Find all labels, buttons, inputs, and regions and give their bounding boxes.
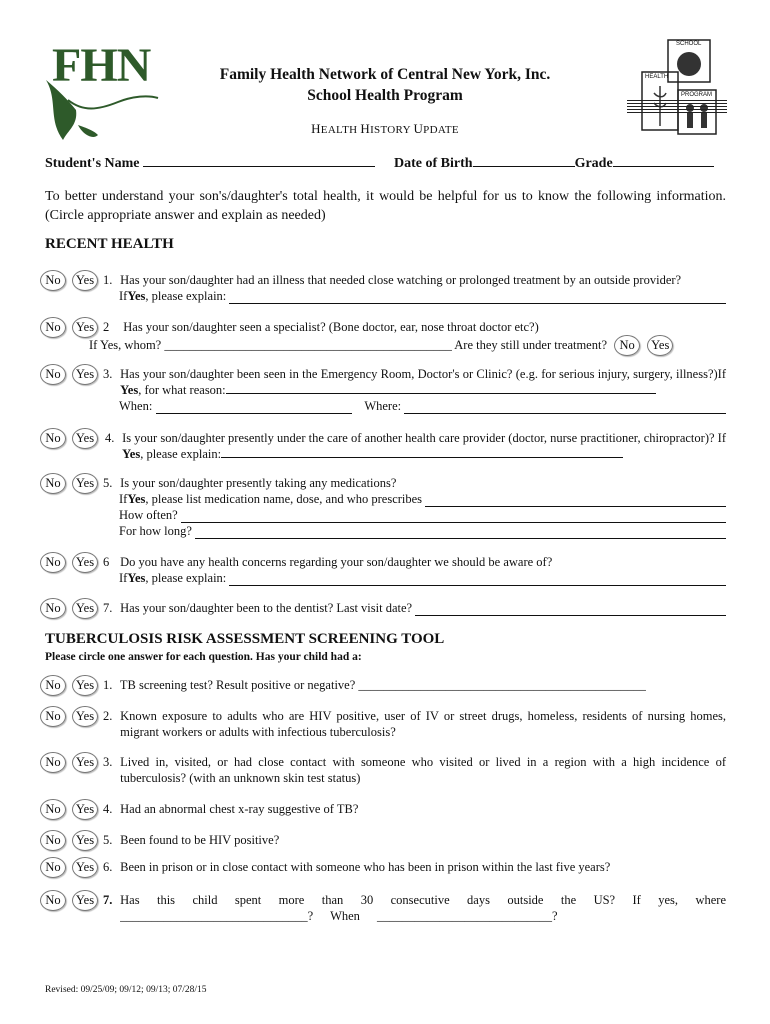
logo-text: FHN — [52, 39, 151, 92]
how-often-field[interactable] — [181, 510, 726, 523]
question-text: TB screening test? Result positive or negative? ______________________________________________ — [119, 678, 646, 692]
recent-q4: No Yes 4. Is your son/daughter presently under the care of another health care provider (doctor, nurse practitioner, chiropractor)? If Yes, please explain: — [45, 430, 726, 464]
no-option[interactable]: No — [40, 752, 66, 773]
no-option[interactable]: No — [40, 364, 66, 385]
question-text: Been found to be HIV positive? — [120, 833, 280, 847]
recent-q7: No Yes 7. Has your son/daughter been to the dentist? Last visit date? — [45, 600, 726, 618]
yes-option[interactable]: Yes — [72, 799, 98, 820]
yes-option[interactable]: Yes — [72, 428, 98, 449]
question-text: Known exposure to adults who are HIV positive, user of IV or street drugs, homeless, residents of nursing homes, migrant workers or adults with infectious tuberculosis? — [120, 709, 726, 739]
question-text: Has your son/daughter seen a specialist? (Bone doctor, ear, nose throat doctor etc?) — [123, 320, 539, 334]
organization-name: Family Health Network of Central New York, Inc. — [219, 66, 551, 83]
seal-rule-lines — [627, 100, 727, 115]
question-text: Been in prison or in close contact with someone who has been in prison within the last five years? — [120, 860, 611, 874]
question-text: Is your son/daughter presently under the care of another health care provider (doctor, nurse practitioner, chiropractor)? If — [122, 431, 726, 445]
yes-option[interactable]: Yes — [72, 552, 98, 573]
question-text: Has your son/daughter been to the dentist? Last visit date? — [120, 601, 413, 615]
tb-q2: No Yes 2. Known exposure to adults who are HIV positive, user of IV or street drugs, homeless, residents of nursing homes, migrant workers or adults with infectious tuberculosis? — [45, 708, 726, 742]
tb-title: TUBERCULOSIS RISK ASSESSMENT SCREENING TOOL — [45, 631, 445, 647]
where-field[interactable] — [404, 401, 726, 414]
question-text: Had an abnormal chest x-ray suggestive of TB? — [120, 802, 359, 816]
no-option[interactable]: No — [40, 857, 66, 878]
seal-label-health: HEALTH — [645, 74, 669, 80]
recent-q1: No Yes 1. Has your son/daughter had an illness that needed close watching or prolonged treatment by an outside provider? If Yes , please explain: — [45, 272, 726, 306]
explain-field[interactable] — [221, 447, 623, 458]
yes-option[interactable]: Yes — [72, 675, 98, 696]
question-text: Is your son/daughter presently taking any medications? — [120, 476, 397, 490]
seal-label-school: SCHOOL — [676, 41, 702, 47]
no-option[interactable]: No — [40, 830, 66, 851]
recent-health-title: RECENT HEALTH — [45, 236, 174, 252]
question-text: Has your son/daughter had an illness that needed close watching or prolonged treatment by an outside provider? — [120, 273, 682, 287]
under-treatment-no-option[interactable]: No — [614, 335, 640, 356]
seal-label-program: PROGRAM — [681, 92, 713, 98]
medication-field[interactable] — [425, 494, 726, 507]
recent-q5: No Yes 5. Is your son/daughter presently taking any medications? If Yes , please list medication name, dose, and who prescribes How often? For how long? — [45, 475, 726, 539]
no-option[interactable]: No — [40, 317, 66, 338]
student-info-row — [45, 154, 725, 172]
dob-label: Date of Birth — [394, 156, 473, 171]
yes-option[interactable]: Yes — [72, 270, 98, 291]
grade-label: Grade — [574, 156, 613, 171]
no-option[interactable]: No — [40, 598, 66, 619]
intro-text: To better understand your son's/daughter's total health, it would be helpful for us to know the following information. (Circle appropriate answer and explain as needed) — [45, 189, 726, 223]
tb-q6: No Yes 6. Been in prison or in close contact with someone who has been in prison within the last five years? — [45, 859, 726, 877]
recent-q6: No Yes 6 Do you have any health concerns regarding your son/daughter we should be aware of? If Yes , please explain: — [45, 554, 726, 588]
yes-option[interactable]: Yes — [72, 317, 98, 338]
no-option[interactable]: No — [40, 552, 66, 573]
dentist-date-field[interactable] — [415, 603, 726, 616]
whom-line: If Yes, whom? ______________________________________________ Are they still under treatment? — [89, 338, 608, 352]
under-treatment-yes-option[interactable]: Yes — [647, 335, 673, 356]
explain-field[interactable] — [229, 291, 726, 304]
question-text: Do you have any health concerns regarding your son/daughter we should be aware of? — [120, 555, 553, 569]
tb-q1: No Yes 1. TB screening test? Result positive or negative? ______________________________________________ — [45, 677, 726, 695]
yes-option[interactable]: Yes — [72, 890, 98, 911]
no-option[interactable]: No — [40, 890, 66, 911]
no-option[interactable]: No — [40, 473, 66, 494]
yes-option[interactable]: Yes — [72, 706, 98, 727]
how-long-field[interactable] — [195, 526, 726, 539]
tb-q7: No Yes 7. Has this child spent more than 30 consecutive days outside the US? If yes, where ______________________________? When ____________________________? — [45, 892, 726, 926]
yes-option[interactable]: Yes — [72, 473, 98, 494]
no-option[interactable]: No — [40, 428, 66, 449]
tb-q5: No Yes 5. Been found to be HIV positive? — [45, 832, 726, 850]
tb-subtitle: Please circle one answer for each question. Has your child had a: — [45, 651, 362, 663]
tb-q3: No Yes 3. Lived in, visited, or had close contact with someone who visited or lived in a region with a high incidence of tuberculosis? (with an unknown skin test status) — [45, 754, 726, 788]
when-field[interactable] — [156, 401, 352, 414]
student-name-field[interactable] — [143, 154, 375, 167]
no-option[interactable]: No — [40, 799, 66, 820]
question-text: Has your son/daughter been seen in the Emergency Room, Doctor's or Clinic? (e.g. for serious injury, surgery, illness?)If — [120, 367, 726, 381]
yes-option[interactable]: Yes — [72, 752, 98, 773]
yes-option[interactable]: Yes — [72, 857, 98, 878]
dob-field[interactable] — [473, 154, 575, 167]
revision-footer: Revised: 09/25/09; 09/12; 09/13; 07/28/15 — [45, 985, 207, 995]
tb-q4: No Yes 4. Had an abnormal chest x-ray suggestive of TB? — [45, 801, 726, 819]
program-name: School Health Program — [307, 87, 463, 104]
school-health-program-seal — [640, 38, 720, 138]
question-text: Has this child spent more than 30 consecutive days outside the US? If yes, where ______________________________? When ____________________________? — [120, 893, 726, 923]
no-option[interactable]: No — [40, 706, 66, 727]
no-option[interactable]: No — [40, 675, 66, 696]
yes-option[interactable]: Yes — [72, 598, 98, 619]
yes-option[interactable]: Yes — [72, 830, 98, 851]
yes-option[interactable]: Yes — [72, 364, 98, 385]
form-title: HEALTH HISTORY UPDATE — [311, 121, 459, 136]
no-option[interactable]: No — [40, 270, 66, 291]
recent-q3: No Yes 3. Has your son/daughter been seen in the Emergency Room, Doctor's or Clinic? (e.g. for serious injury, surgery, illness?)If Yes, for what reason: When: Where: — [45, 366, 726, 416]
reason-field[interactable] — [226, 383, 656, 394]
question-text: Lived in, visited, or had close contact with someone who visited or lived in a region with a high incidence of tuberculosis? (with an unknown skin test status) — [120, 755, 726, 785]
student-name-label: Student's Name — [45, 156, 140, 171]
explain-field[interactable] — [229, 573, 726, 586]
recent-q2: No Yes 2 Has your son/daughter seen a specialist? (Bone doctor, ear, nose throat doctor etc?) If Yes, whom? ______________________________________________ Are they still under treatment? No Yes — [45, 319, 726, 353]
grade-field[interactable] — [613, 154, 714, 167]
